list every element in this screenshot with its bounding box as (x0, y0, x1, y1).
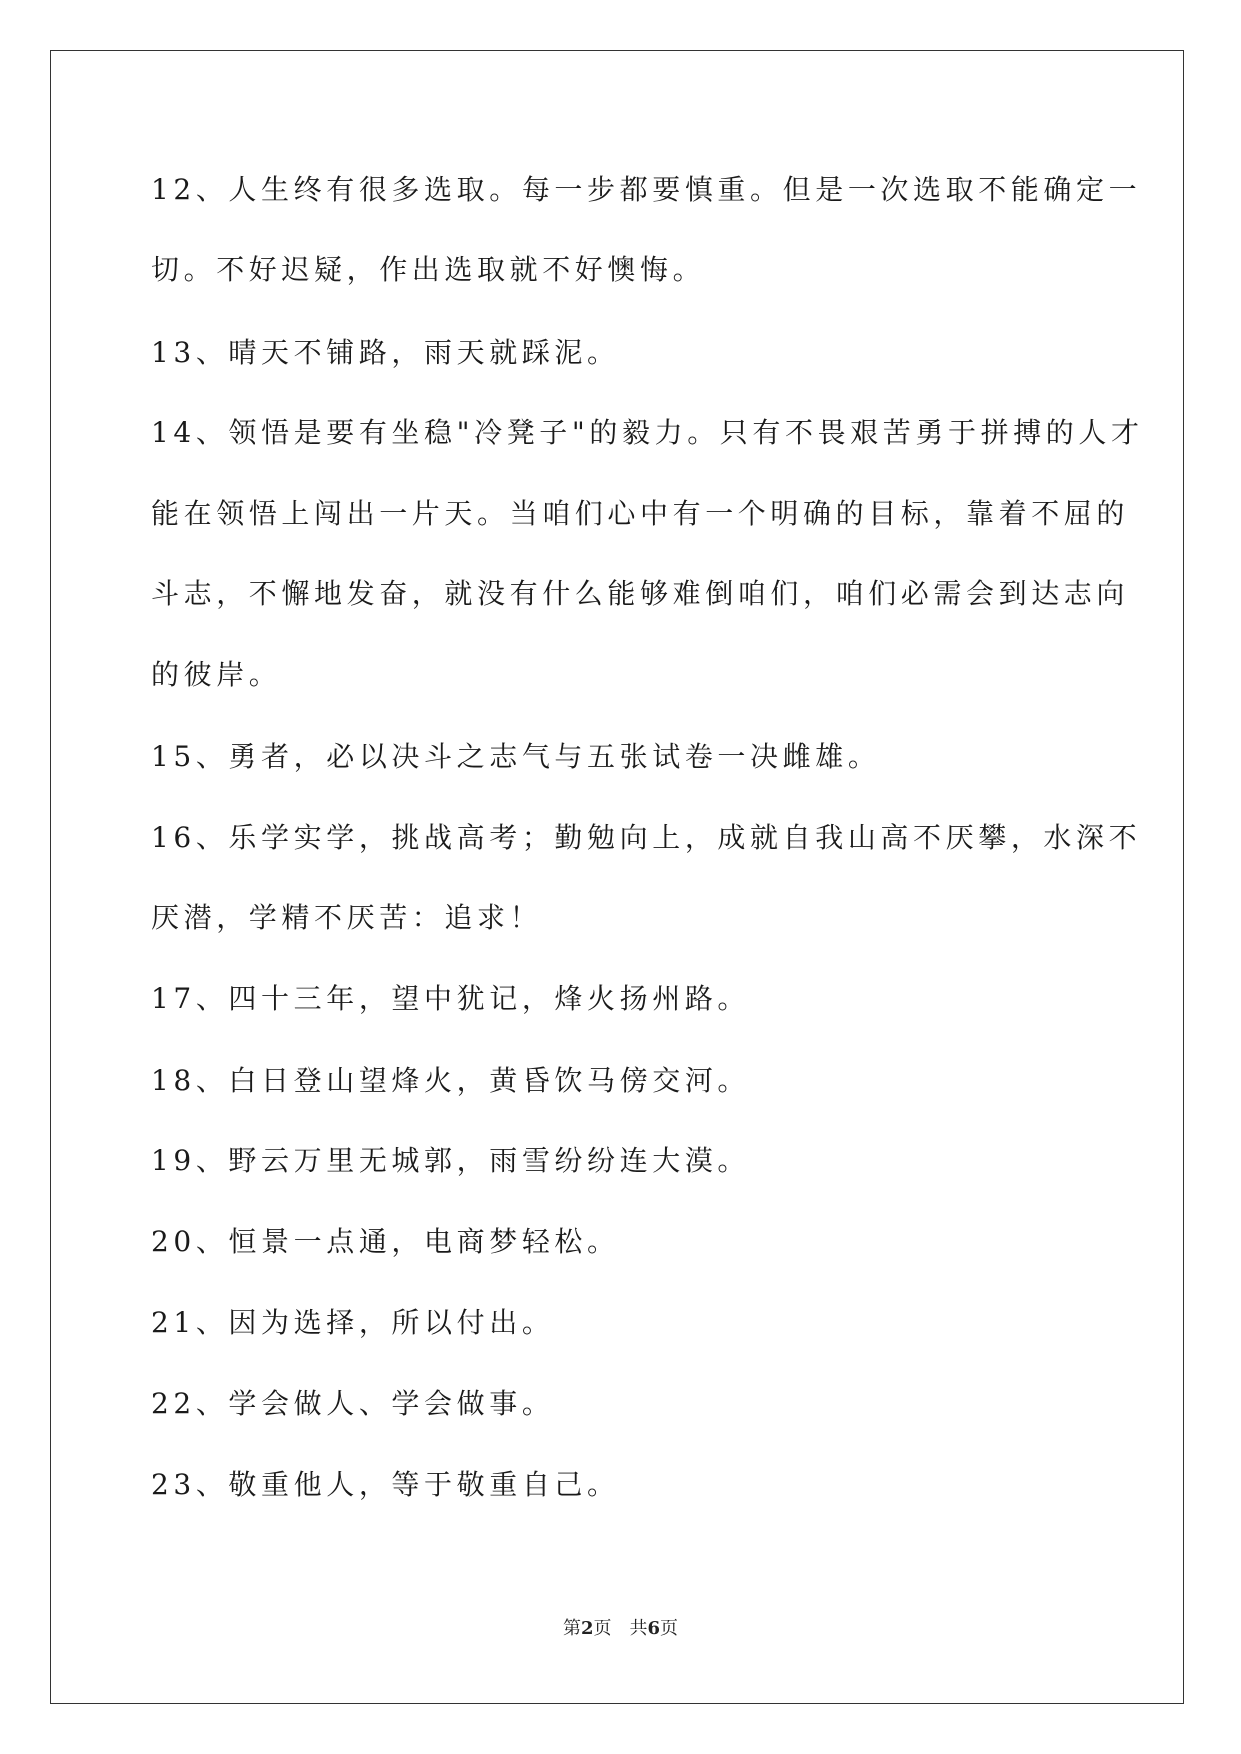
text-line: 22、学会做人、学会做事。 (151, 1387, 555, 1420)
text-line: 厌潜，学精不厌苦：追求！ (151, 901, 543, 934)
text-line: 15、勇者，必以决斗之志气与五张试卷一决雌雄。 (151, 740, 881, 773)
total-page-number: 6 (647, 1618, 661, 1639)
text-line: 16、乐学实学，挑战高考；勤勉向上，成就自我山高不厌攀，水深不 (151, 821, 1142, 854)
text-line: 19、野云万里无城郭，雨雪纷纷连大漠。 (151, 1144, 751, 1177)
text-line: 12、人生终有很多选取。每一步都要慎重。但是一次选取不能确定一 (151, 173, 1142, 206)
text-line: 13、晴天不铺路，雨天就踩泥。 (151, 336, 620, 369)
footer-total-prefix: 共 (629, 1618, 648, 1639)
text-line: 23、敬重他人，等于敬重自己。 (151, 1468, 620, 1501)
text-line: 18、白日登山望烽火，黄昏饮马傍交河。 (151, 1064, 751, 1097)
text-line: 能在领悟上闯出一片天。当咱们心中有一个明确的目标，靠着不屈的 (151, 497, 1130, 530)
text-line: 17、四十三年，望中犹记，烽火扬州路。 (151, 982, 751, 1015)
page-frame (50, 50, 1184, 1704)
text-line: 21、因为选择，所以付出。 (151, 1306, 555, 1339)
footer-prefix: 第 (562, 1618, 581, 1639)
footer-page-suffix: 页 (593, 1618, 612, 1639)
footer-total-suffix: 页 (660, 1618, 679, 1639)
text-line: 斗志，不懈地发奋，就没有什么能够难倒咱们，咱们必需会到达志向 (151, 577, 1130, 610)
current-page-number: 2 (580, 1618, 594, 1639)
text-line: 的彼岸。 (151, 658, 282, 691)
text-line: 14、领悟是要有坐稳"冷凳子"的毅力。只有不畏艰苦勇于拼搏的人才 (151, 416, 1144, 449)
text-line: 切。不好迟疑，作出选取就不好懊悔。 (151, 253, 706, 286)
page-footer (0, 1617, 1241, 1641)
text-line: 20、恒景一点通，电商梦轻松。 (151, 1225, 620, 1258)
